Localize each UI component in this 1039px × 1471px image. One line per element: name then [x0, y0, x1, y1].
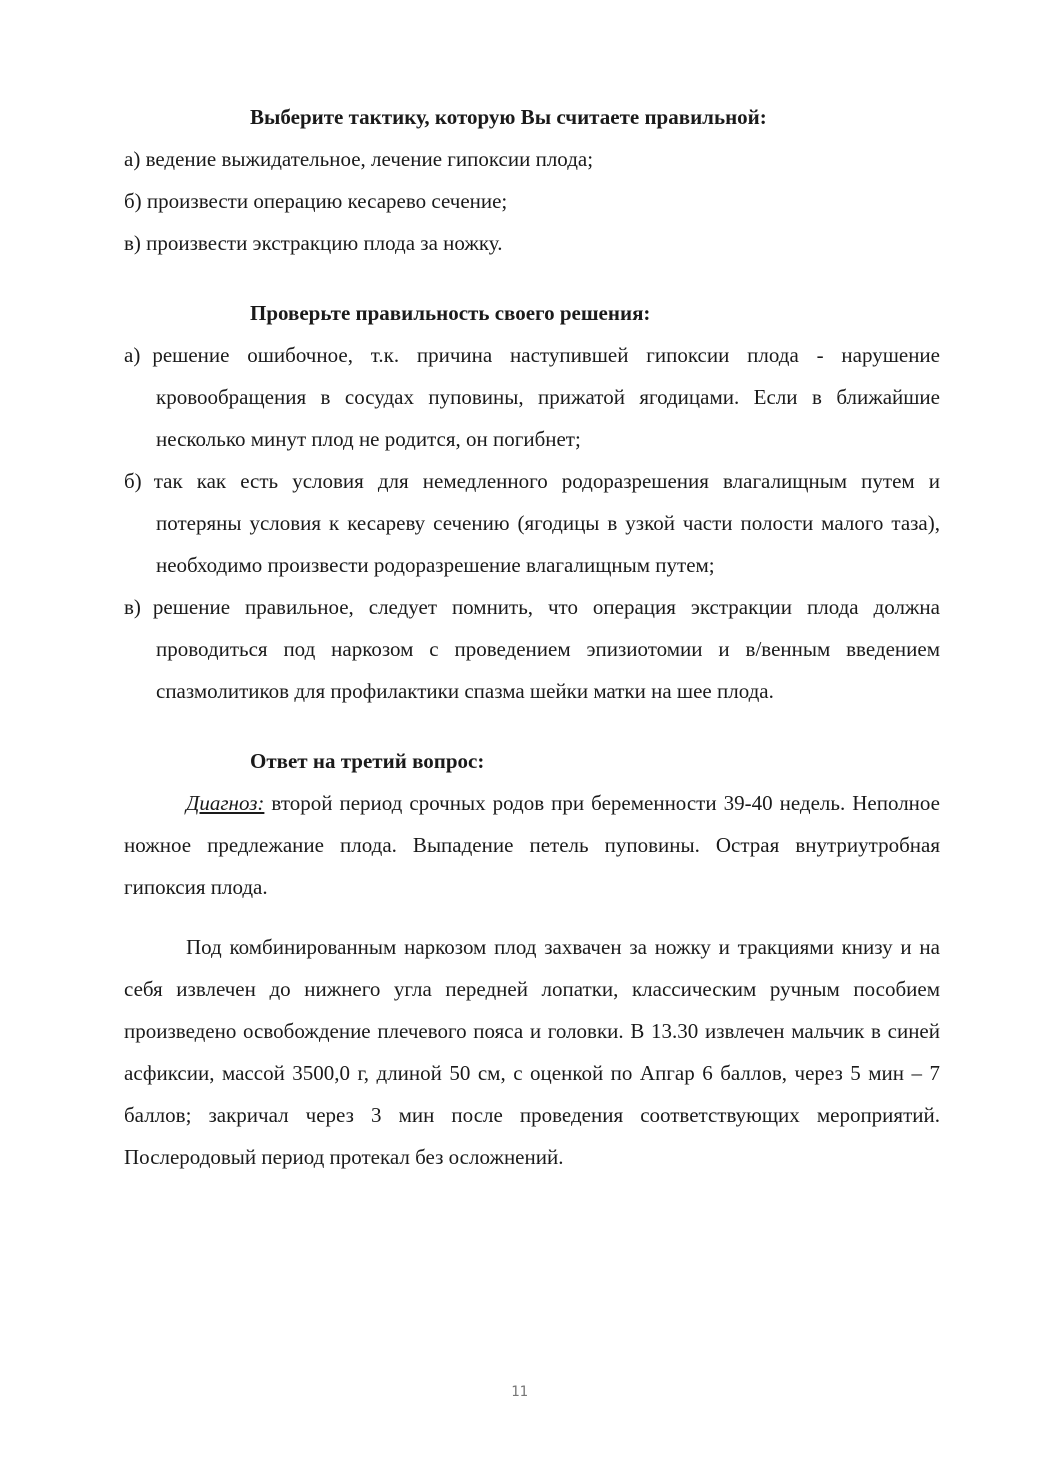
check-item-b-text: так как есть условия для немедленного родоразрешения влагалищным путем и потеряны условия к кесареву сечению (ягодицы в узкой части полости малого таза), необходимо произвести родоразрешение влагалищным путем;	[153, 469, 940, 577]
check-item-a	[124, 334, 940, 460]
page-number: 11	[511, 1384, 528, 1400]
tactic-option-b: б) произвести операцию кесарево сечение;	[124, 189, 508, 213]
check-item-c-text: решение правильное, следует помнить, что операция экстракции плода должна проводиться под наркозом с проведением эпизиотомии и в/венным введением спазмолитиков для профилактики спазма шейки матки на шее плода.	[152, 595, 940, 703]
check-item-c	[124, 586, 940, 712]
check-heading: Проверьте правильность своего решения:	[250, 301, 651, 325]
check-item-b-marker: б)	[124, 469, 142, 493]
tactic-option-a: а) ведение выжидательное, лечение гипоксии плода;	[124, 147, 594, 171]
tactics-heading: Выберите тактику, которую Вы считаете правильной:	[250, 105, 767, 129]
diagnosis-paragraph	[124, 782, 940, 908]
check-item-a-text: решение ошибочное, т.к. причина наступившей гипоксии плода - нарушение кровообращения в сосудах пуповины, прижатой ягодицами. Если в ближайшие несколько минут плод не родится, он погибнет;	[152, 343, 940, 451]
page-content	[124, 96, 940, 1178]
answer-heading: Ответ на третий вопрос:	[250, 749, 485, 773]
diagnosis-label: Диагноз:	[186, 791, 265, 815]
diagnosis-text: второй период срочных родов при беременности 39-40 недель. Неполное ножное предлежание плода. Выпадение петель пуповины. Острая внутриутробная гипоксия плода.	[124, 791, 940, 899]
outcome-paragraph: Под комбинированным наркозом плод захвачен за ножку и тракциями книзу и на себя извлечен до нижнего угла передней лопатки, классическим ручным пособием произведено освобождение плечевого пояса и головки. В 13.30 извлечен мальчик в синей асфиксии, массой 3500,0 г, длиной 50 см, с оценкой по Апгар 6 баллов, через 5 мин – 7 баллов; закричал через 3 мин после проведения соответствующих мероприятий. Послеродовый период протекал без осложнений.	[124, 935, 940, 1169]
check-item-c-marker: в)	[124, 595, 141, 619]
tactic-option-c: в) произвести экстракцию плода за ножку.	[124, 231, 503, 255]
check-item-a-marker: а)	[124, 343, 141, 367]
check-item-b	[124, 460, 940, 586]
